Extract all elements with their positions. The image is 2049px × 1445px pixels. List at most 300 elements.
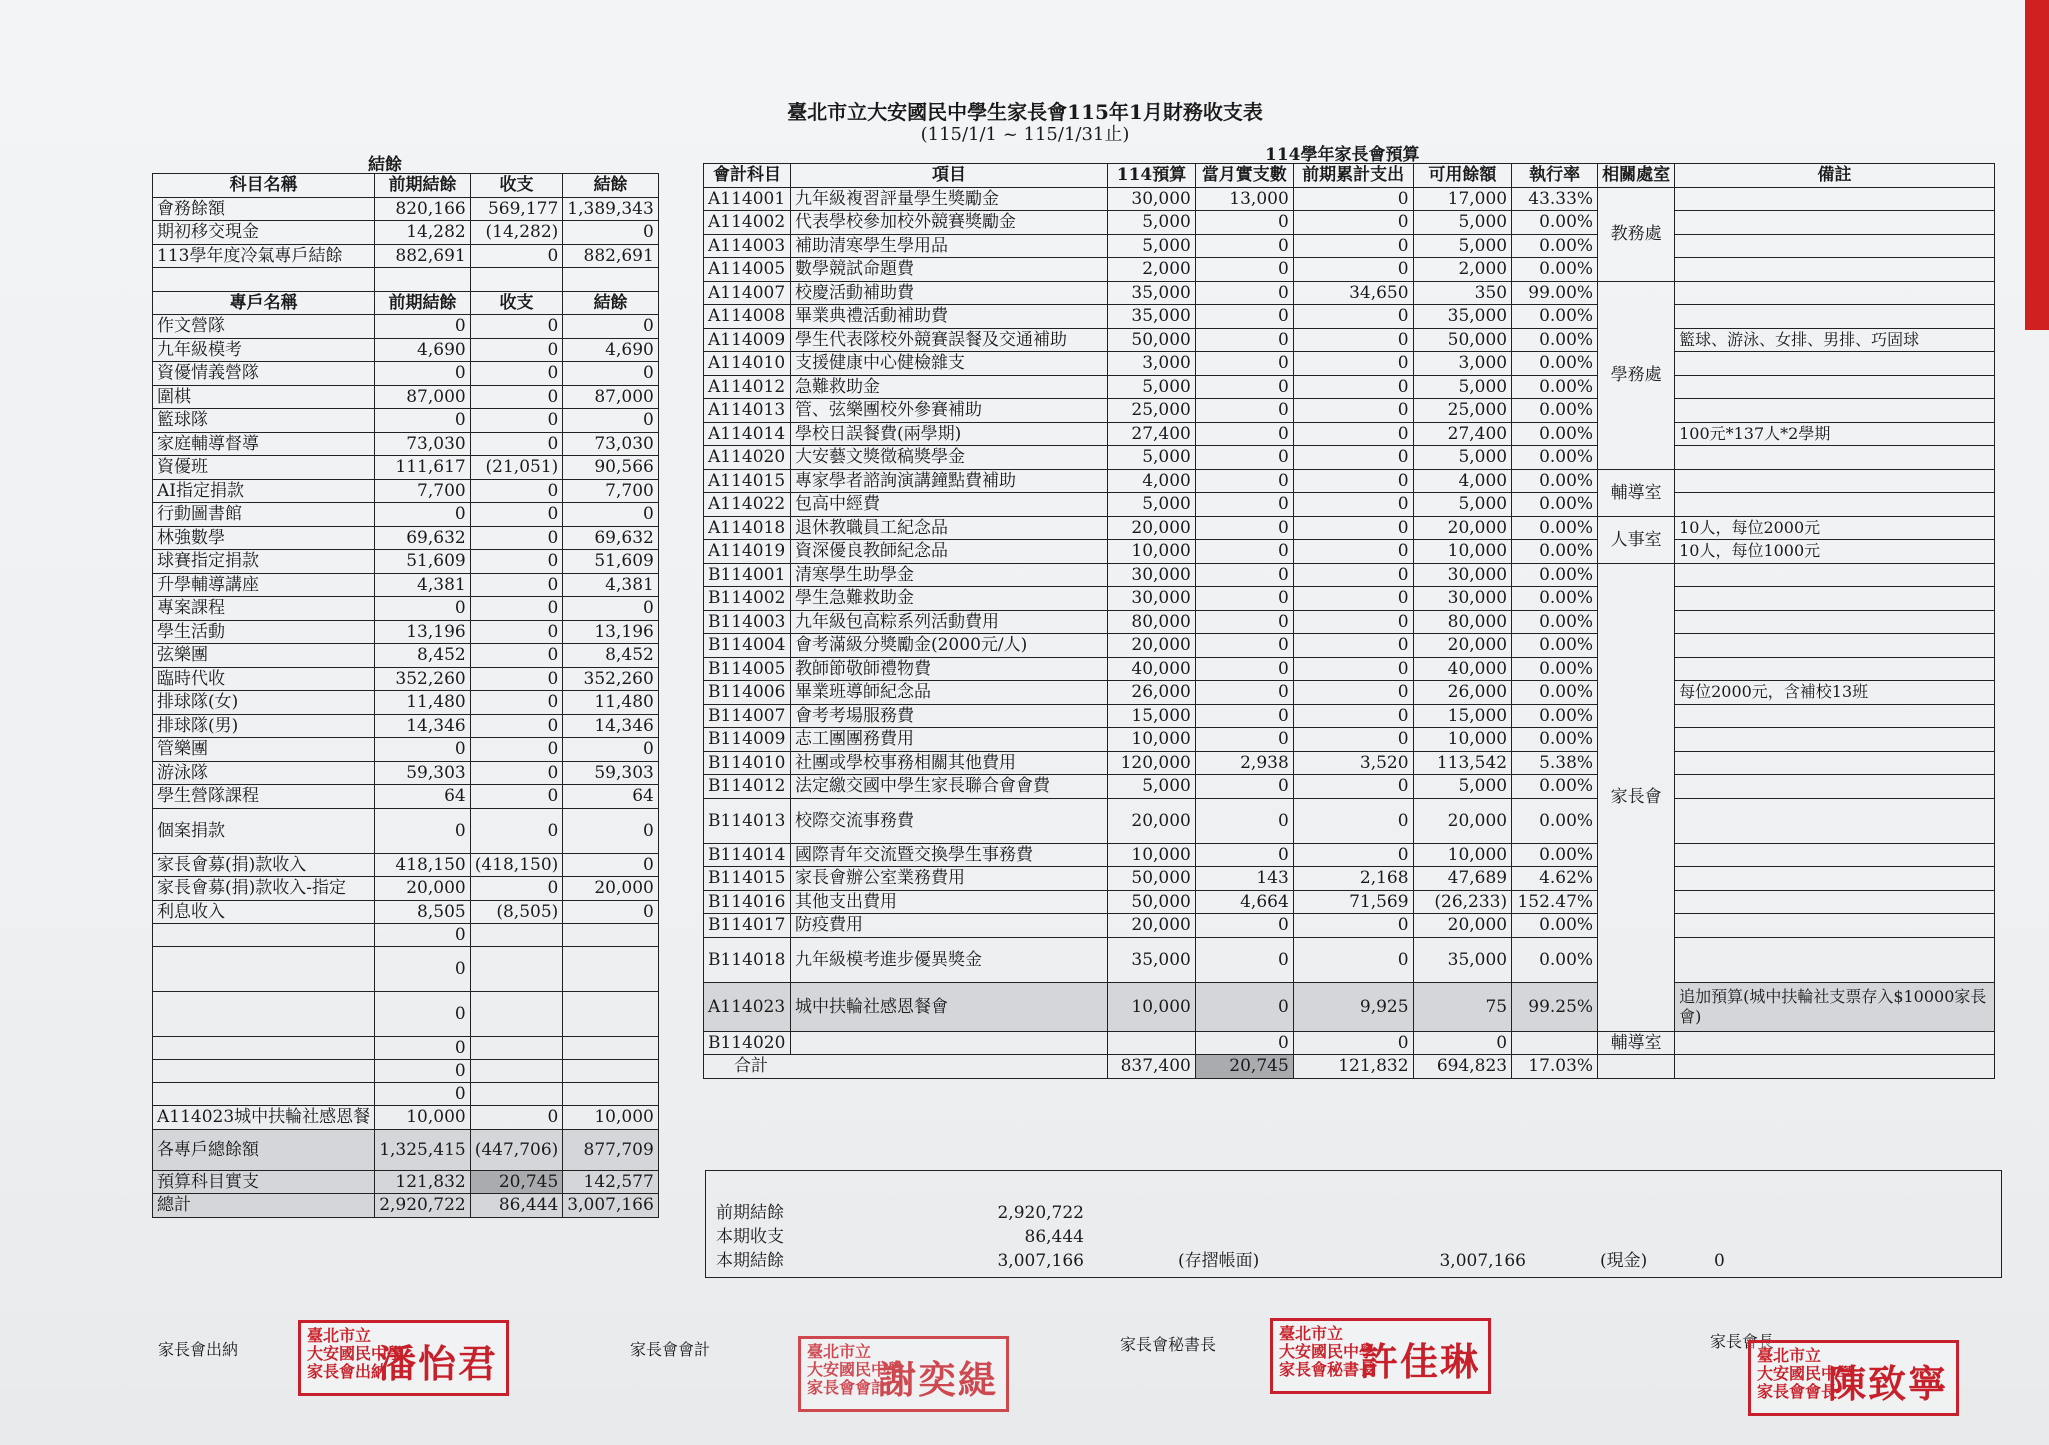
table-cell: 個案捐款 (153, 808, 375, 853)
table-cell: 林強數學 (153, 526, 375, 550)
table-cell: 4,000 (1413, 469, 1512, 493)
table-cell: 99.00% (1512, 281, 1598, 305)
table-cell (563, 1037, 659, 1060)
table-row (153, 738, 659, 762)
table-cell (563, 947, 659, 992)
table-cell: 0 (1293, 914, 1413, 938)
table-cell: 學校日誤餐費(兩學期) (790, 422, 1107, 446)
table-cell: 家長會募(捐)款收入-指定 (153, 877, 375, 901)
table-cell: 0 (470, 877, 563, 901)
table-cell: 20,000 (1413, 798, 1512, 843)
seal-accountant (798, 1336, 1009, 1412)
table-cell: 0.00% (1512, 798, 1598, 843)
table-cell: 專戶名稱 (153, 291, 375, 315)
table-cell: 5,000 (1108, 493, 1196, 517)
table-row (153, 456, 659, 480)
table-cell: 142,577 (563, 1170, 659, 1194)
table-cell: 0 (1195, 610, 1293, 634)
table-cell: 法定繳交國中學生家長聯合會會費 (790, 775, 1107, 799)
table-cell (153, 947, 375, 992)
table-cell: 0 (1195, 328, 1293, 352)
table-row (704, 634, 1995, 658)
table-cell: 13,000 (1195, 187, 1293, 211)
table-cell: 0 (470, 808, 563, 853)
table-cell: 4,664 (1195, 890, 1293, 914)
table-row (704, 657, 1995, 681)
table-cell: 0 (375, 947, 471, 992)
table-cell (1675, 587, 1995, 611)
table-row (153, 947, 659, 992)
table-cell: 教師節敬師禮物費 (790, 657, 1107, 681)
table-cell: 0 (1195, 375, 1293, 399)
table-cell: (26,233) (1413, 890, 1512, 914)
table-cell: 73,030 (563, 432, 659, 456)
table-cell: 0 (1293, 493, 1413, 517)
column-header: 備註 (1675, 164, 1995, 188)
table-row (153, 1060, 659, 1083)
table-cell: 5,000 (1108, 234, 1196, 258)
table-cell: 113,542 (1413, 751, 1512, 775)
table-cell: 0 (375, 503, 471, 527)
table-total-row (704, 1055, 1995, 1079)
table-cell: 5.38% (1512, 751, 1598, 775)
table-row (704, 422, 1995, 446)
table-cell: 99.25% (1512, 982, 1598, 1031)
table-cell: 臨時代收 (153, 667, 375, 691)
summary-book-label: (存摺帳面) (1178, 1251, 1260, 1271)
table-cell (153, 268, 375, 292)
table-cell: 0.00% (1512, 375, 1598, 399)
table-cell: 20,000 (1108, 516, 1196, 540)
table-cell: 資優情義營隊 (153, 362, 375, 386)
table-cell (1675, 867, 1995, 891)
table-cell: 8,452 (563, 644, 659, 668)
table-cell: A114001 (704, 187, 791, 211)
office-cell: 教務處 (1598, 187, 1675, 281)
table-cell: 5,000 (1108, 446, 1196, 470)
table-cell: 0.00% (1512, 352, 1598, 376)
table-cell: 27,400 (1413, 422, 1512, 446)
table-cell: B114020 (704, 1031, 791, 1055)
table-row (704, 563, 1995, 587)
table-cell: 0.00% (1512, 258, 1598, 282)
table-cell: 0 (1293, 446, 1413, 470)
table-row (153, 197, 659, 221)
table-cell: 0 (1293, 328, 1413, 352)
table-cell: B114004 (704, 634, 791, 658)
table-cell: B114014 (704, 843, 791, 867)
table-row (153, 432, 659, 456)
table-cell: 利息收入 (153, 900, 375, 924)
table-cell: 4,690 (563, 338, 659, 362)
table-cell: 九年級模考進步優異獎金 (790, 937, 1107, 982)
table-cell: 20,745 (470, 1170, 563, 1194)
table-cell: 0 (1195, 399, 1293, 423)
table-row (704, 281, 1995, 305)
table-cell: 64 (563, 785, 659, 809)
table-row (153, 550, 659, 574)
table-cell: A114023 (704, 982, 791, 1031)
table-cell: 志工團團務費用 (790, 728, 1107, 752)
table-cell: 0 (1195, 982, 1293, 1031)
table-cell: A114008 (704, 305, 791, 329)
table-row (153, 761, 659, 785)
table-cell: 3,000 (1108, 352, 1196, 376)
table-cell: 0 (1293, 258, 1413, 282)
table-row (153, 526, 659, 550)
total-cell: 17.03% (1512, 1055, 1598, 1079)
table-cell: 0 (563, 597, 659, 621)
summary-period-value: 86,444 (1024, 1227, 1084, 1247)
table-row (153, 1106, 659, 1130)
table-cell: 0 (1195, 281, 1293, 305)
table-cell: 418,150 (375, 853, 471, 877)
table-cell (470, 947, 563, 992)
table-row (153, 1037, 659, 1060)
table-cell: 5,000 (1413, 234, 1512, 258)
table-cell: 73,030 (375, 432, 471, 456)
table-cell: 2,000 (1108, 258, 1196, 282)
table-cell: 882,691 (563, 244, 659, 268)
table-cell: 九年級複習評量學生獎勵金 (790, 187, 1107, 211)
budget-table (703, 163, 1995, 1079)
table-cell: 20,000 (1108, 798, 1196, 843)
balance-table (152, 173, 659, 1218)
table-cell: 0 (1195, 493, 1293, 517)
table-cell: 152.47% (1512, 890, 1598, 914)
table-cell: B114016 (704, 890, 791, 914)
table-header-row (153, 174, 659, 198)
table-cell: 51,609 (563, 550, 659, 574)
table-cell: 家長會辦公室業務費用 (790, 867, 1107, 891)
signature-role-accountant: 家長會會計 (630, 1340, 711, 1359)
table-cell: 0 (375, 409, 471, 433)
table-cell: 30,000 (1108, 563, 1196, 587)
table-row (153, 785, 659, 809)
table-cell: 35,000 (1108, 305, 1196, 329)
table-cell: 27,400 (1108, 422, 1196, 446)
table-cell: 35,000 (1413, 937, 1512, 982)
table-cell (1675, 1031, 1995, 1055)
table-cell: (8,505) (470, 900, 563, 924)
summary-end-label: 本期結餘 (716, 1251, 784, 1271)
table-cell: 25,000 (1108, 399, 1196, 423)
table-cell: 防疫費用 (790, 914, 1107, 938)
total-cell: 121,832 (1293, 1055, 1413, 1079)
table-cell: 69,632 (375, 526, 471, 550)
table-cell: 0 (470, 714, 563, 738)
table-cell: 0 (470, 738, 563, 762)
table-cell: 0 (1195, 657, 1293, 681)
column-header: 執行率 (1512, 164, 1598, 188)
table-cell (1675, 843, 1995, 867)
table-cell: A114022 (704, 493, 791, 517)
table-cell (470, 268, 563, 292)
table-cell: 50,000 (1108, 890, 1196, 914)
total-cell: 694,823 (1413, 1055, 1512, 1079)
table-cell: 期初移交現金 (153, 221, 375, 245)
table-cell (1108, 1031, 1196, 1055)
table-cell: 0 (470, 573, 563, 597)
table-cell: A114007 (704, 281, 791, 305)
table-cell: 學生營隊課程 (153, 785, 375, 809)
table-row (153, 714, 659, 738)
table-cell: 大安藝文獎徵稿獎學金 (790, 446, 1107, 470)
table-cell: 10,000 (375, 1106, 471, 1130)
table-cell: 管樂團 (153, 738, 375, 762)
table-cell: A114015 (704, 469, 791, 493)
table-cell (1675, 469, 1995, 493)
table-cell: 25,000 (1413, 399, 1512, 423)
table-cell: B114002 (704, 587, 791, 611)
table-cell: 10人，每位2000元 (1675, 516, 1995, 540)
table-cell (1675, 890, 1995, 914)
table-cell: 14,346 (375, 714, 471, 738)
table-cell (1675, 914, 1995, 938)
table-cell: 家庭輔導督導 (153, 432, 375, 456)
seal-secretary-name: 許佳琳 (1359, 1339, 1480, 1384)
total-label: 合計 (704, 1055, 1108, 1079)
table-cell: 0 (470, 338, 563, 362)
table-cell: 0.00% (1512, 328, 1598, 352)
table-cell: 59,303 (375, 761, 471, 785)
table-cell: 20,000 (1413, 516, 1512, 540)
table-cell: 10,000 (1108, 982, 1196, 1031)
table-cell: 會務餘額 (153, 197, 375, 221)
table-cell: 0 (1195, 775, 1293, 799)
table-cell: 升學輔導講座 (153, 573, 375, 597)
table-row (704, 982, 1995, 1031)
table-cell: 8,505 (375, 900, 471, 924)
table-cell (1675, 258, 1995, 282)
column-header: 可用餘額 (1413, 164, 1512, 188)
seal-accountant-name: 謝奕緹 (877, 1357, 998, 1402)
table-cell: 86,444 (470, 1194, 563, 1218)
table-cell: 學生代表隊校外競賽誤餐及交通補助 (790, 328, 1107, 352)
table-cell: 校慶活動補助費 (790, 281, 1107, 305)
table-cell: 0 (563, 503, 659, 527)
table-cell: 0.00% (1512, 493, 1598, 517)
table-cell: 26,000 (1413, 681, 1512, 705)
column-header: 當月實支數 (1195, 164, 1293, 188)
summary-prev-label: 前期結餘 (716, 1203, 784, 1223)
table-cell: 1,389,343 (563, 197, 659, 221)
summary-prev-value: 2,920,722 (997, 1203, 1084, 1223)
table-row (704, 1031, 1995, 1055)
table-row (704, 516, 1995, 540)
table-cell: 0.00% (1512, 422, 1598, 446)
table-cell: 0.00% (1512, 516, 1598, 540)
table-cell: 47,689 (1413, 867, 1512, 891)
table-cell: 0 (470, 785, 563, 809)
table-cell: 各專戶總餘額 (153, 1129, 375, 1170)
table-cell (1512, 1031, 1598, 1055)
table-row (153, 385, 659, 409)
table-row (153, 503, 659, 527)
summary-cash-label: (現金) (1600, 1251, 1648, 1271)
table-cell: 50,000 (1413, 328, 1512, 352)
table-cell: 0 (1195, 634, 1293, 658)
table-row (153, 853, 659, 877)
table-cell: 4,381 (375, 573, 471, 597)
table-row (704, 187, 1995, 211)
signature-role-cashier: 家長會出納 (158, 1340, 239, 1359)
table-cell: 69,632 (563, 526, 659, 550)
table-cell (563, 924, 659, 947)
table-cell: 0.00% (1512, 681, 1598, 705)
table-cell: 前期結餘 (375, 174, 471, 198)
table-row (153, 877, 659, 901)
table-row (153, 479, 659, 503)
table-cell: 0 (1293, 399, 1413, 423)
table-cell (1675, 187, 1995, 211)
table-cell: 0 (375, 362, 471, 386)
table-cell: 追加預算(城中扶輪社支票存入$10000家長會) (1675, 982, 1995, 1031)
table-cell: B114007 (704, 704, 791, 728)
table-cell: 0 (375, 597, 471, 621)
table-cell: 3,000 (1413, 352, 1512, 376)
table-cell: 0.00% (1512, 775, 1598, 799)
table-cell (790, 1031, 1107, 1055)
table-cell (1598, 1055, 1675, 1079)
table-cell: 0.00% (1512, 305, 1598, 329)
table-cell: A114005 (704, 258, 791, 282)
table-row (153, 691, 659, 715)
table-cell: 0 (470, 644, 563, 668)
table-cell: 30,000 (1413, 587, 1512, 611)
table-cell: 569,177 (470, 197, 563, 221)
table-cell (375, 268, 471, 292)
table-cell (1675, 399, 1995, 423)
table-cell: 0 (1293, 516, 1413, 540)
table-cell: 3,520 (1293, 751, 1413, 775)
table-row (704, 234, 1995, 258)
table-cell (1675, 775, 1995, 799)
table-row (704, 890, 1995, 914)
table-cell: 2,920,722 (375, 1194, 471, 1218)
table-row (153, 315, 659, 339)
table-cell: 87,000 (375, 385, 471, 409)
table-cell: A114002 (704, 211, 791, 235)
table-cell: 15,000 (1108, 704, 1196, 728)
table-row (704, 937, 1995, 982)
table-row (153, 244, 659, 268)
total-cell: 20,745 (1195, 1055, 1293, 1079)
table-row (704, 751, 1995, 775)
table-cell: 0 (1195, 540, 1293, 564)
table-cell: 8,452 (375, 644, 471, 668)
table-cell (1675, 446, 1995, 470)
seal-secretary-org: 臺北市立 大安國民中學 家長會秘書長 (1279, 1324, 1376, 1379)
table-cell (470, 1083, 563, 1106)
table-cell: 0 (470, 385, 563, 409)
table-cell: 0 (1195, 937, 1293, 982)
seal-accountant-org: 臺北市立 大安國民中學 家長會會計 (807, 1342, 904, 1397)
table-cell: 0 (1195, 469, 1293, 493)
table-cell: 0.00% (1512, 211, 1598, 235)
table-cell: 20,000 (563, 877, 659, 901)
table-cell: 0 (470, 362, 563, 386)
table-cell: 350 (1413, 281, 1512, 305)
table-row (704, 610, 1995, 634)
table-cell: A114020 (704, 446, 791, 470)
table-cell: B114017 (704, 914, 791, 938)
table-cell: 0 (375, 1083, 471, 1106)
table-row (153, 362, 659, 386)
table-cell: 17,000 (1413, 187, 1512, 211)
table-cell: 資優班 (153, 456, 375, 480)
table-cell: 0 (1195, 728, 1293, 752)
table-cell: 0 (1293, 798, 1413, 843)
table-row (153, 1194, 659, 1218)
table-cell: 5,000 (1108, 211, 1196, 235)
table-cell: 0.00% (1512, 634, 1598, 658)
table-cell: 0 (563, 900, 659, 924)
table-cell: 5,000 (1413, 375, 1512, 399)
table-cell: 0.00% (1512, 587, 1598, 611)
signature-role-secretary: 家長會秘書長 (1120, 1335, 1217, 1354)
table-cell (1675, 657, 1995, 681)
table-cell: 0 (1195, 914, 1293, 938)
table-cell: 0 (563, 315, 659, 339)
table-cell: 0.00% (1512, 728, 1598, 752)
table-cell: 2,168 (1293, 867, 1413, 891)
table-cell: 0.00% (1512, 704, 1598, 728)
table-cell: 10,000 (1413, 540, 1512, 564)
table-cell: 4,000 (1108, 469, 1196, 493)
table-row (153, 573, 659, 597)
table-cell: 0 (1293, 843, 1413, 867)
table-row (704, 843, 1995, 867)
table-cell (153, 992, 375, 1037)
table-cell: 0.00% (1512, 914, 1598, 938)
left-caption: 結餘 (368, 155, 402, 175)
table-cell (1675, 610, 1995, 634)
table-cell: 0 (1413, 1031, 1512, 1055)
table-cell: 0 (1293, 469, 1413, 493)
table-cell: 5,000 (1108, 375, 1196, 399)
table-cell: 0 (470, 620, 563, 644)
table-cell: 35,000 (1108, 281, 1196, 305)
table-cell: 11,480 (375, 691, 471, 715)
table-cell: 支援健康中心健檢雜支 (790, 352, 1107, 376)
table-cell: 2,938 (1195, 751, 1293, 775)
table-cell: 64 (375, 785, 471, 809)
table-cell: 0 (375, 808, 471, 853)
table-cell: 排球隊(男) (153, 714, 375, 738)
table-cell: 0 (1195, 446, 1293, 470)
table-cell: 0.00% (1512, 610, 1598, 634)
table-cell: 0 (1293, 587, 1413, 611)
table-cell: 0 (1293, 704, 1413, 728)
table-cell: 0 (470, 526, 563, 550)
seal-cashier-org: 臺北市立 大安國民中學 家長會出納 (307, 1326, 404, 1381)
table-cell: 100元*137人*2學期 (1675, 422, 1995, 446)
office-cell: 人事室 (1598, 516, 1675, 563)
table-cell: B114003 (704, 610, 791, 634)
table-row (153, 268, 659, 292)
table-row (153, 338, 659, 362)
table-cell: 143 (1195, 867, 1293, 891)
table-cell: 前期結餘 (375, 291, 471, 315)
table-cell (1675, 375, 1995, 399)
table-cell: 59,303 (563, 761, 659, 785)
table-cell: 代表學校參加校外競賽獎勵金 (790, 211, 1107, 235)
table-cell: 10,000 (1108, 843, 1196, 867)
seal-secretary (1270, 1318, 1491, 1394)
table-cell: 0 (470, 761, 563, 785)
table-row (704, 305, 1995, 329)
